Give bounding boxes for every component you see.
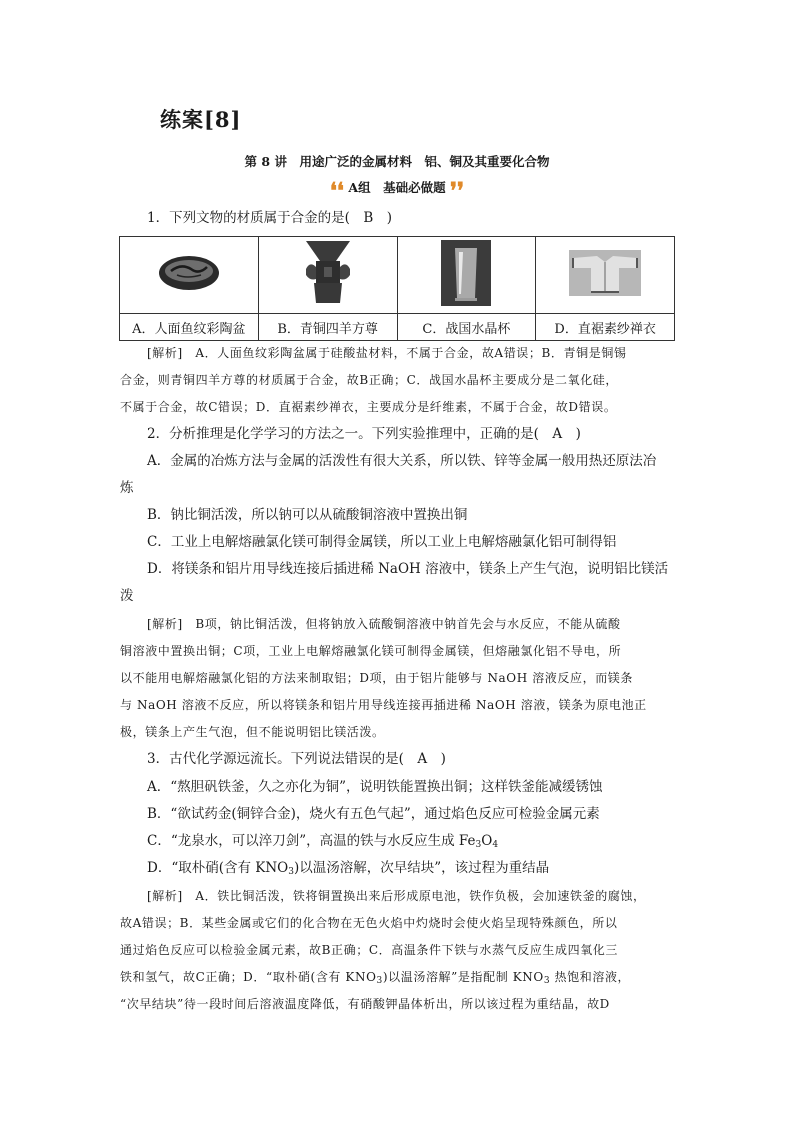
page-title: 练案[8]	[160, 107, 242, 132]
q3-option-c-sub: 3	[475, 840, 482, 850]
q2-option-a-cont: 炼	[120, 480, 134, 496]
q2-option-a: A．金属的冶炼方法与金属的活泼性有很大关系，所以铁、锌等金属一般用热还原法冶	[147, 453, 657, 469]
q1-explanation-line: 合金，则青铜四羊方尊的材质属于合金，故B正确；C．战国水晶杯主要成分是二氧化硅，	[120, 373, 619, 387]
q3-option-c-text: C．“龙泉水，可以淬刀剑”，高温的铁与水反应生成 Fe	[147, 833, 476, 849]
group-heading	[0, 178, 794, 204]
q3-exp-sub: 3	[543, 976, 551, 986]
q3-explanation-line: 故A错误；B．某些金属或它们的化合物在无色火焰中灼烧时会使火焰呈现特殊颜色，所以	[120, 916, 618, 930]
q1-option-b-label: B．青铜四羊方尊	[258, 314, 397, 341]
q2-option-c: C．工业上电解熔融氯化镁可制得金属镁，所以工业上电解熔融氯化铝可制得铝	[147, 534, 617, 550]
q1-option-a-image	[120, 237, 259, 314]
q1-explanation-line: 不属于合金，故C错误；D．直裾素纱禅衣，主要成分是纤维素，不属于合金，故D错误。	[120, 400, 617, 414]
q3-option-c-text: O	[481, 833, 493, 849]
q1-option-d-label: D．直裾素纱禅衣	[536, 314, 675, 341]
q3-exp-text: 铁和氢气，故C正确；D．“取朴硝(含有 KNO	[120, 970, 377, 984]
q2-explanation-line: 以不能用电解熔融氯化铝的方法来制取铝；D项，由于铝片能够与 NaOH 溶液反应，而镁条	[120, 671, 634, 685]
q3-option-d	[147, 858, 680, 882]
q2-option-b: B．钠比铜活泼，所以钠可以从硫酸铜溶液中置换出铜	[147, 507, 468, 523]
q3-option-a: A．“熬胆矾铁釜，久之亦化为铜”，说明铁能置换出铜；这样铁釜能减缓锈蚀	[147, 779, 603, 795]
q3-explanation-line: “次早结块”待一段时间后溶液温度降低，有硝酸钾晶体析出，所以该过程为重结晶，故D	[120, 997, 610, 1011]
q1-option-d-image	[536, 237, 675, 314]
bronze-zun-icon	[300, 239, 356, 307]
q3-option-c	[147, 831, 680, 855]
silk-garment-icon	[569, 250, 641, 296]
lesson-subtitle: 第 8 讲 用途广泛的金属材料 铝、铜及其重要化合物	[244, 154, 550, 169]
q2-explanation-line: [解析] B项，钠比铜活泼，但将钠放入硫酸铜溶液中钠首先会与水反应，不能从硫酸	[147, 617, 621, 631]
q1-option-c-label: C．战国水晶杯	[397, 314, 536, 341]
q3-option-d-text: D．“取朴硝(含有 KNO	[147, 860, 289, 876]
close-quote-icon: ❜❜	[449, 178, 465, 204]
q1-option-c-image	[397, 237, 536, 314]
q3-stem: 3．古代化学源远流长。下列说法错误的是( A )	[147, 751, 446, 767]
q3-explanation-line: 通过焰色反应可以检验金属元素，故B正确；C．高温条件下铁与水蒸气反应生成四氧化三	[120, 943, 619, 957]
q3-exp-text: )以温汤溶解”是指配制 KNO	[382, 970, 544, 984]
open-quote-icon: ❛❛	[329, 178, 345, 204]
q1-options-table	[119, 236, 675, 341]
q2-option-d: D．将镁条和铝片用导线连接后插进稀 NaOH 溶液中，镁条上产生气泡，说明铝比镁活	[147, 561, 669, 577]
q3-explanation-line	[120, 967, 680, 991]
q3-option-d-sub: 3	[288, 867, 294, 877]
pottery-basin-icon	[157, 253, 221, 293]
crystal-cup-icon	[441, 240, 491, 306]
q3-explanation-line: [解析] A．铁比铜活泼，铁将铜置换出来后形成原电池，铁作负极，会加速铁釜的腐蚀，	[147, 889, 646, 903]
q3-exp-text: 热饱和溶液，	[550, 970, 631, 984]
group-label: A组 基础必做题	[348, 180, 446, 195]
q2-explanation-line: 极，镁条上产生气泡，但不能说明铝比镁活泼。	[120, 725, 385, 739]
q3-exp-sub: 3	[376, 976, 383, 986]
q1-stem: 1．下列文物的材质属于合金的是( B )	[147, 210, 393, 226]
q3-option-d-text: )以温汤溶解，次早结块”，该过程为重结晶	[293, 860, 550, 876]
q3-option-b: B．“欲试药金(铜锌合金)，烧火有五色气起”，通过焰色反应可检验金属元素	[147, 806, 600, 822]
q2-explanation-line: 铜溶液中置换出铜；C项，工业上电解熔融氯化镁可制得金属镁，但熔融氯化铝不导电，所	[120, 644, 622, 658]
q2-stem: 2．分析推理是化学学习的方法之一。下列实验推理中，正确的是( A )	[147, 426, 581, 442]
q2-explanation-line: 与 NaOH 溶液不反应，所以将镁条和铝片用导线连接再插进稀 NaOH 溶液，镁条为原电池正	[120, 698, 647, 712]
q1-option-a-label: A．人面鱼纹彩陶盆	[120, 314, 259, 341]
q1-option-b-image	[258, 237, 397, 314]
q3-option-c-sub: 4	[492, 840, 499, 850]
q1-explanation-line: [解析] A．人面鱼纹彩陶盆属于硅酸盐材料，不属于合金，故A错误；B．青铜是铜锡	[147, 346, 627, 360]
q2-option-d-cont: 泼	[120, 588, 134, 604]
